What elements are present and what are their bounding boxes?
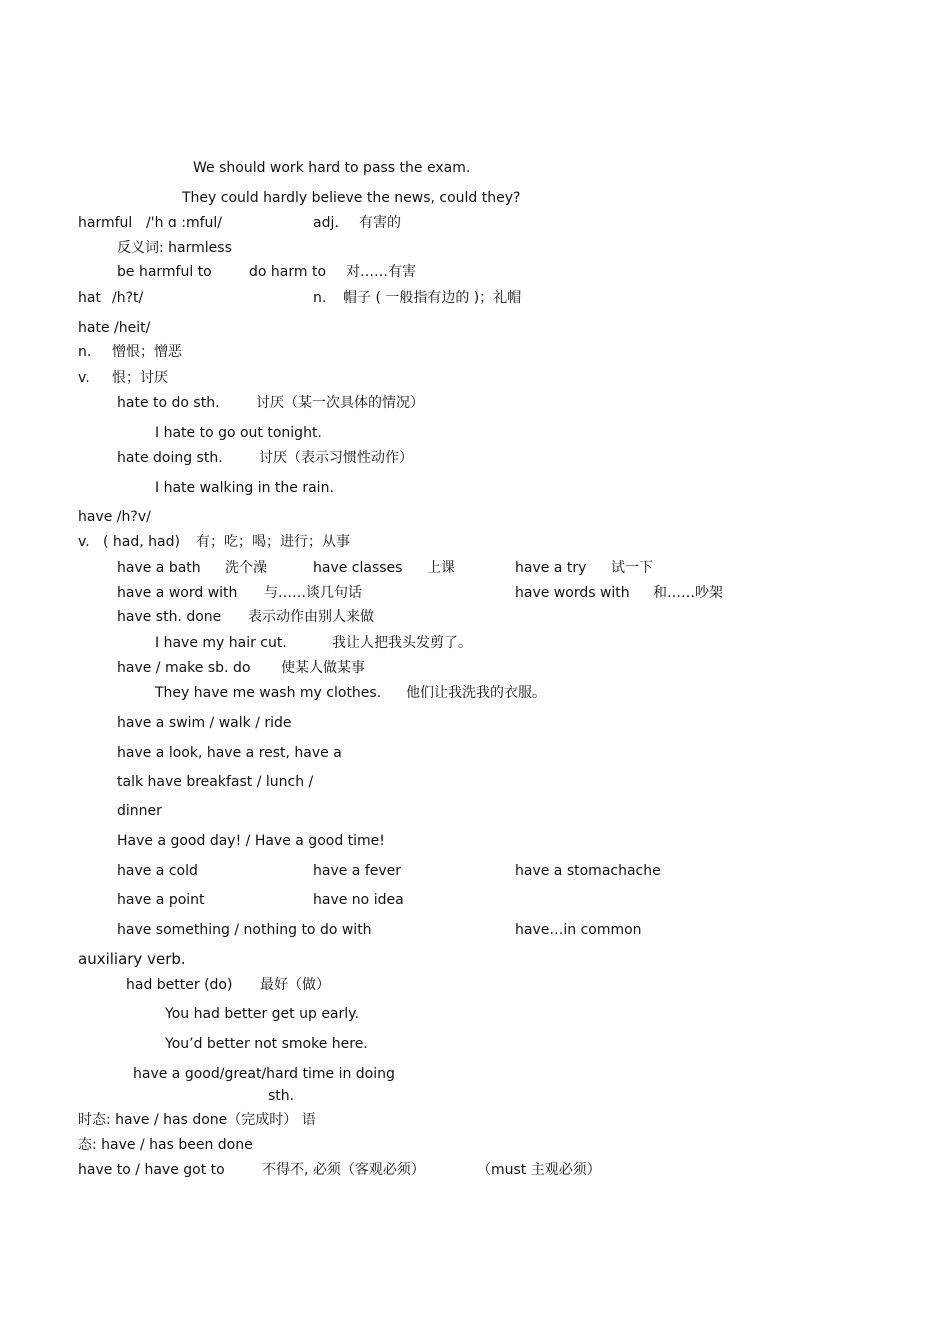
phrase: have to / have got to [78,1162,225,1178]
example-sentence: We should work hard to pass the exam. [193,160,471,176]
example-sentence: They have me wash my clothes. [155,685,382,701]
phrase: dinner [117,803,162,819]
grammar-note: 态: have / has been done [78,1137,253,1153]
phrase: hate to do sth. [117,395,220,411]
example-sentence: You had better get up early. [165,1006,359,1022]
phrase: have something / nothing to do with [117,922,372,938]
phrase: sth. [268,1088,295,1104]
phrase: have sth. done [117,609,222,625]
phrase: have a look, have a rest, have a [117,745,342,761]
antonym: 反义词: harmless [117,240,232,256]
part-of-speech: adj. [313,215,339,231]
definition: 憎恨；憎恶 [112,344,182,360]
translation: 他们让我洗我的衣服。 [406,685,546,701]
definition: 和……吵架 [653,585,723,601]
headword: hat [78,290,101,306]
part-of-speech: v. [78,534,90,550]
definition: 洗个澡 [225,560,267,576]
phrase: have a fever [313,863,402,879]
definition: 有害的 [359,215,401,231]
translation: 我让人把我头发剪了。 [332,635,472,651]
phonetic: /'h ɑ :mful/ [146,215,222,231]
phrase: hate doing sth. [117,450,223,466]
phrase: have a bath [117,560,201,576]
phrase: be harmful to [117,264,212,280]
definition: 上课 [427,560,455,576]
definition: 最好（做） [260,977,330,993]
phrase: have words with [515,585,630,601]
phrase: have a cold [117,863,198,879]
definition: 不得不, 必须（客观必须） [262,1162,425,1178]
definition: 表示动作由别人来做 [248,609,374,625]
definition: 讨厌（表示习惯性动作） [259,450,413,466]
example-sentence: I hate to go out tonight. [155,425,322,441]
phrase: have…in common [515,922,642,938]
phrase: have / make sb. do [117,660,251,676]
definition: 讨厌（某一次具体的情况） [256,395,424,411]
phrase: do harm to [249,264,327,280]
definition: 与……谈几句话 [264,585,362,601]
example-sentence: You’d better not smoke here. [165,1036,368,1052]
definition: 帽子 ( 一般指有边的 )；礼帽 [343,290,522,306]
phrase: had better (do) [126,977,233,993]
phrase: have a stomachache [515,863,661,879]
example-sentence: They could hardly believe the news, could they? [182,190,521,206]
definition: 使某人做某事 [281,660,365,676]
headword: harmful [78,215,133,231]
definition: 对……有害 [346,264,416,280]
section-heading: auxiliary verb. [78,950,186,968]
headword: hate /heit/ [78,320,151,336]
phrase: have classes [313,560,403,576]
definition: 试一下 [611,560,653,576]
verb-forms: ( had, had) [103,534,180,550]
example-sentence: I have my hair cut. [155,635,287,651]
phrase: have a word with [117,585,238,601]
phrase: have a swim / walk / ride [117,715,292,731]
definition: （must 主观必须） [477,1162,601,1178]
definition: 有；吃；喝；进行；从事 [196,534,350,550]
grammar-note: 时态: have / has done（完成时） 语 [78,1112,316,1128]
phrase: have a good/great/hard time in doing [133,1066,395,1082]
part-of-speech: v. [78,370,90,386]
part-of-speech: n. [313,290,327,306]
example-sentence: I hate walking in the rain. [155,480,334,496]
phrase: have a point [117,892,205,908]
phonetic: /h?t/ [112,290,144,306]
part-of-speech: n. [78,344,92,360]
phrase: have a try [515,560,587,576]
definition: 恨；讨厌 [112,370,168,386]
phrase: talk have breakfast / lunch / [117,774,314,790]
headword: have /h?v/ [78,509,151,525]
phrase: Have a good day! / Have a good time! [117,833,385,849]
phrase: have no idea [313,892,404,908]
